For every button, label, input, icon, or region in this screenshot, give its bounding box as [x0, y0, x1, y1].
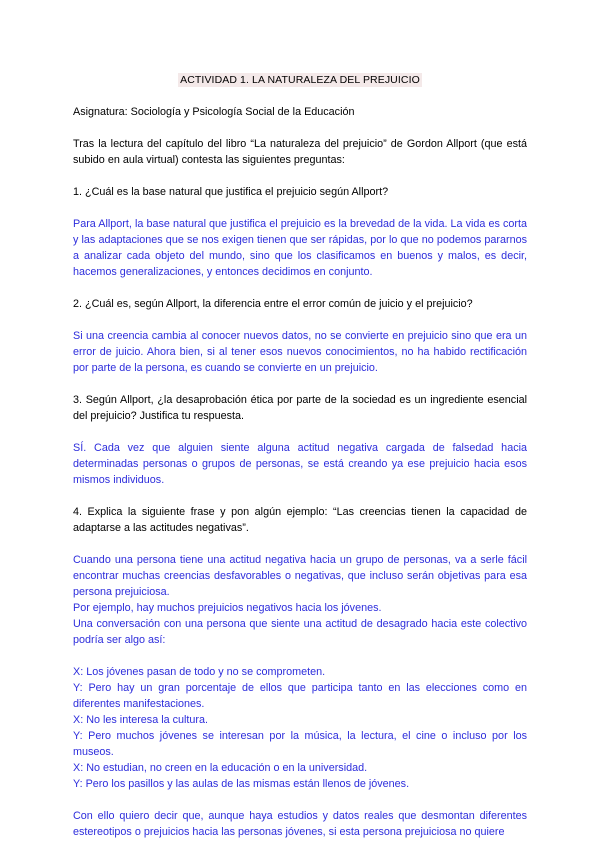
answer-4-example: Por ejemplo, hay muchos prejuicios negativos hacia los jóvenes. — [73, 602, 382, 614]
dialog-line: X: No estudian, no creen en la educación o en la universidad. — [73, 762, 368, 774]
dialog-line: Y: Pero los pasillos y las aulas de las mismas están llenos de jóvenes. — [73, 778, 410, 790]
question-3: 3. Según Allport, ¿la desaprobación ética por parte de la sociedad es un ingrediente esencial del prejuicio? Justifica tu respuesta. — [73, 394, 527, 422]
answer-4-conversation-intro: Una conversación con una persona que siente una actitud de desagrado hacia este colectivo podría ser algo así: — [73, 618, 527, 646]
question-4: 4. Explica la siguiente frase y pon algún ejemplo: “Las creencias tienen la capacidad de adaptarse a las actitudes negativas”. — [73, 506, 527, 534]
intro-paragraph: Tras la lectura del capítulo del libro “La naturaleza del prejuicio” de Gordon Allport (que está subido en aula virtual) contesta las siguientes preguntas: — [73, 138, 527, 166]
conclusion-paragraph: Con ello quiero decir que, aunque haya estudios y datos reales que desmontan diferentes estereotipos o prejuicios hacia las personas jóvenes, si esta persona prejuiciosa no quiere — [73, 810, 527, 838]
answer-3: SÍ. Cada vez que alguien siente alguna actitud negativa cargada de falsedad hacia determinadas personas o grupos de personas, se está creando ya ese prejuicio hacia esos mismos individuos. — [73, 442, 527, 486]
document-title: ACTIVIDAD 1. LA NATURALEZA DEL PREJUICIO — [180, 74, 420, 86]
dialog — [73, 664, 527, 792]
answer-1: Para Allport, la base natural que justifica el prejuicio es la brevedad de la vida. La vida es corta y las adaptaciones que se nos exigen tienen que ser rápidas, por lo que no podemos pararnos a analizar cada objeto del mundo, sino que los clasificamos en buenos y malos, es decir, hacemos generalizaciones, y entonces decidimos en conjunto. — [73, 218, 527, 278]
subject-line: Asignatura: Sociología y Psicología Social de la Educación — [73, 106, 355, 118]
answer-2: Si una creencia cambia al conocer nuevos datos, no se convierte en prejuicio sino que era un error de juicio. Ahora bien, si al tener esos nuevos conocimientos, no ha habido rectificación por parte de la persona, es cuando se convierte en un prejuicio. — [73, 330, 527, 374]
title-wrap — [73, 0, 527, 88]
question-2: 2. ¿Cuál es, según Allport, la diferencia entre el error común de juicio y el prejuicio? — [73, 298, 473, 310]
dialog-line: Y: Pero hay un gran porcentaje de ellos que participa tanto en las elecciones como en diferentes manifestaciones. — [73, 682, 527, 710]
answer-4: Cuando una persona tiene una actitud negativa hacia un grupo de personas, va a serle fácil encontrar muchas creencias desfavorables o negativas, que incluso serán objetivas para esa persona prejuiciosa. — [73, 554, 527, 598]
dialog-line: X: Los jóvenes pasan de todo y no se comprometen. — [73, 666, 326, 678]
dialog-line: X: No les interesa la cultura. — [73, 714, 209, 726]
question-1: 1. ¿Cuál es la base natural que justifica el prejuicio según Allport? — [73, 186, 389, 198]
dialog-line: Y: Pero muchos jóvenes se interesan por la música, la lectura, el cine o incluso por los museos. — [73, 730, 527, 758]
